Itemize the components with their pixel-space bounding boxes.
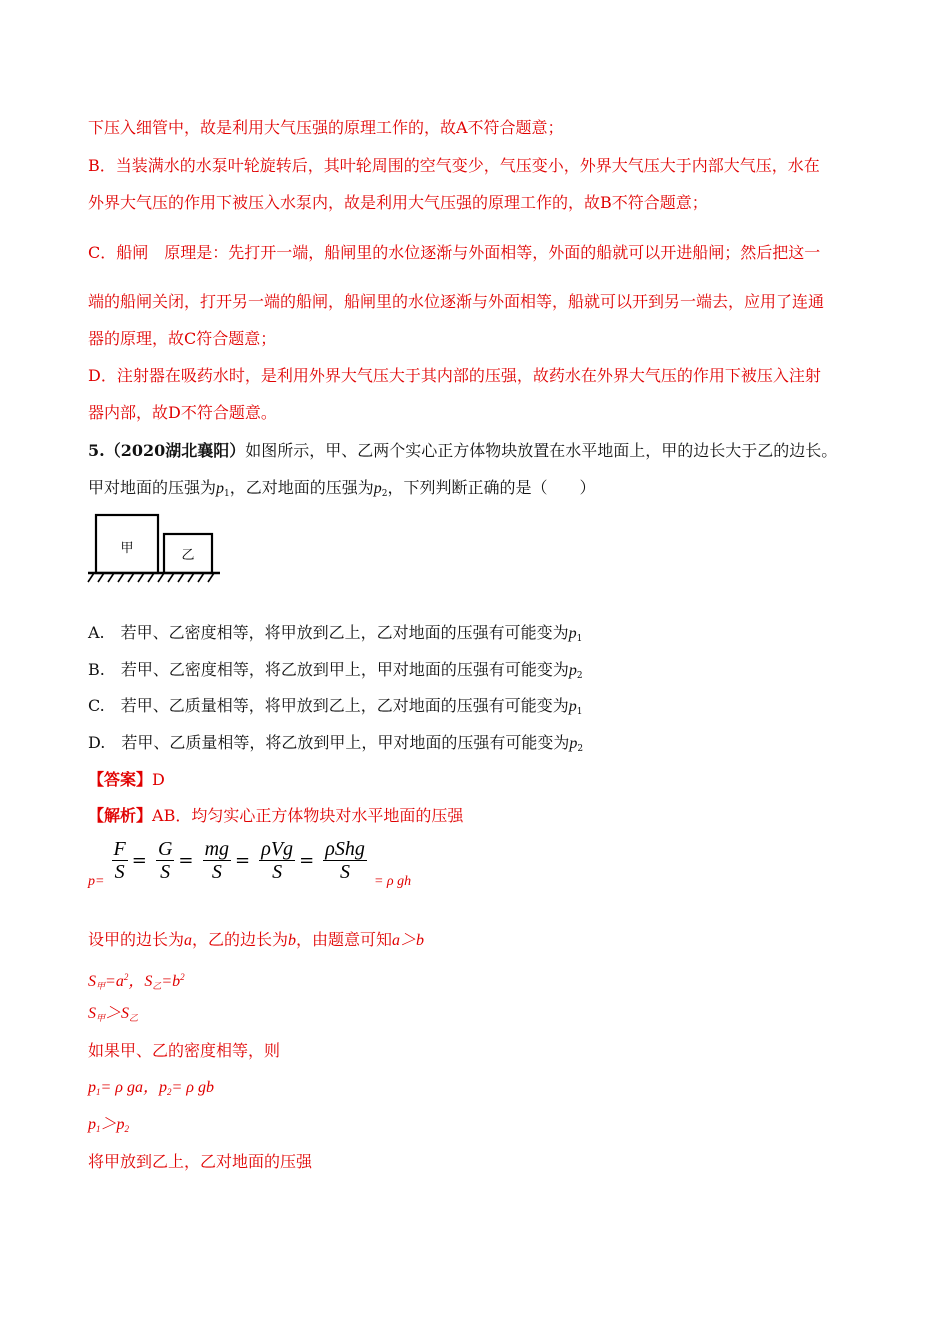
answer-label: 【答案】 <box>88 770 153 789</box>
var-p: p <box>216 480 225 497</box>
blocks-figure <box>86 512 222 588</box>
pressure-formula: p= $\frac{F}{S}$ = $\frac{G}{S}$ = $\frac{mg}{S}$ = $\frac{\text{ρVg}}{S}$ = $\frac{\text{ρShg}}{S}$ = ρ gh <box>88 838 412 889</box>
question-text: 甲对地面的压强为 <box>88 478 217 497</box>
explanation-line: 器的原理，故C符合题意； <box>88 329 277 348</box>
block-jia-label: 甲 <box>120 541 134 556</box>
explanation-line: C．船闸 原理是：先打开一端，船闸里的水位逐渐与外面相等，外面的船就可以开进船闸；然后把这一 <box>88 243 821 262</box>
analysis-line: 如果甲、乙的密度相等，则 <box>88 1041 281 1060</box>
fraction: $\frac{G}{S}$ <box>157 838 173 883</box>
fraction: $\frac{mg}{S}$ <box>204 838 230 883</box>
sub: 1 <box>224 489 230 499</box>
analysis-line: $p_1>p_2$ <box>88 1116 130 1134</box>
analysis-line <box>88 806 463 826</box>
explanation-line: B．当装满水的水泵叶轮旋转后，其叶轮周围的空气变少，气压变小，外界大气压大于内部大气压，水在 <box>88 156 820 175</box>
question-source: （2020湖北襄阳） <box>104 441 246 460</box>
option-b: B. 若甲、乙密度相等，将乙放到甲上，甲对地面的压强有可能变为$p_2$ <box>88 660 583 681</box>
analysis-line: $S_甲=a^2$，$S_乙=b^2$ <box>88 972 185 991</box>
analysis-intro: AB．均匀实心正方体物块对水平地面的压强 <box>152 806 464 825</box>
sub: 2 <box>381 489 388 499</box>
question-text: ，乙对地面的压强为 <box>229 478 374 497</box>
explanation-line: 下压入细管中，故是利用大气压强的原理工作的，故A不符合题意； <box>88 118 564 137</box>
ground-hatch <box>88 573 214 582</box>
explanation-line: 外界大气压的作用下被压入水泵内，故是利用大气压强的原理工作的，故B不符合题意； <box>88 193 708 212</box>
formula-lhs: p= <box>88 874 105 889</box>
option-c: C. 若甲、乙质量相等，将甲放到乙上，乙对地面的压强有可能变为$p_1$ <box>88 696 583 717</box>
option-a: A. 若甲、乙密度相等，将甲放到乙上，乙对地面的压强有可能变为$p_1$ <box>88 623 583 644</box>
fraction: $\frac{\text{ρVg}}{S}$ <box>261 838 294 883</box>
fraction: $\frac{\text{ρShg}}{S}$ <box>325 838 365 883</box>
analysis-line: 将甲放到乙上，乙对地面的压强 <box>88 1152 313 1171</box>
formula-rhs: = ρ gh <box>373 874 412 889</box>
block-yi-label: 乙 <box>181 548 195 563</box>
explanation-line: D．注射器在吸药水时，是利用外界大气压大于其内部的压强，故药水在外界大气压的作用下被压入注射 <box>88 366 821 385</box>
fraction: $\frac{F}{S}$ <box>113 838 126 883</box>
question-number: 5. <box>88 441 105 460</box>
analysis-line: $p_1= \rho$ ga，$p_2= \rho$ gb <box>88 1079 214 1097</box>
option-d: D. 若甲、乙质量相等，将乙放到甲上，甲对地面的压强有可能变为$p_2$ <box>88 733 584 754</box>
explanation-line: 端的船闸关闭，打开另一端的船闸，船闸里的水位逐渐与外面相等，船就可以开到另一端去，应用了连通 <box>88 292 825 311</box>
analysis-line: 设甲的边长为a，乙的边长为b，由题意可知a＞b <box>88 930 425 949</box>
question-text: 如图所示，甲、乙两个实心正方体物块放置在水平地面上，甲的边长大于乙的边长。 <box>245 441 838 460</box>
answer-value: D <box>152 770 165 789</box>
question-line-2 <box>88 478 596 504</box>
question-line-1 <box>88 441 837 461</box>
question-text: ，下列判断正确的是（ ） <box>387 478 596 497</box>
explanation-line: 器内部，故D不符合题意。 <box>88 403 277 422</box>
var-p: p <box>373 480 382 497</box>
analysis-label: 【解析】 <box>88 806 153 825</box>
analysis-line: $S_甲>S_乙$ <box>88 1005 139 1023</box>
answer-line <box>88 770 165 790</box>
